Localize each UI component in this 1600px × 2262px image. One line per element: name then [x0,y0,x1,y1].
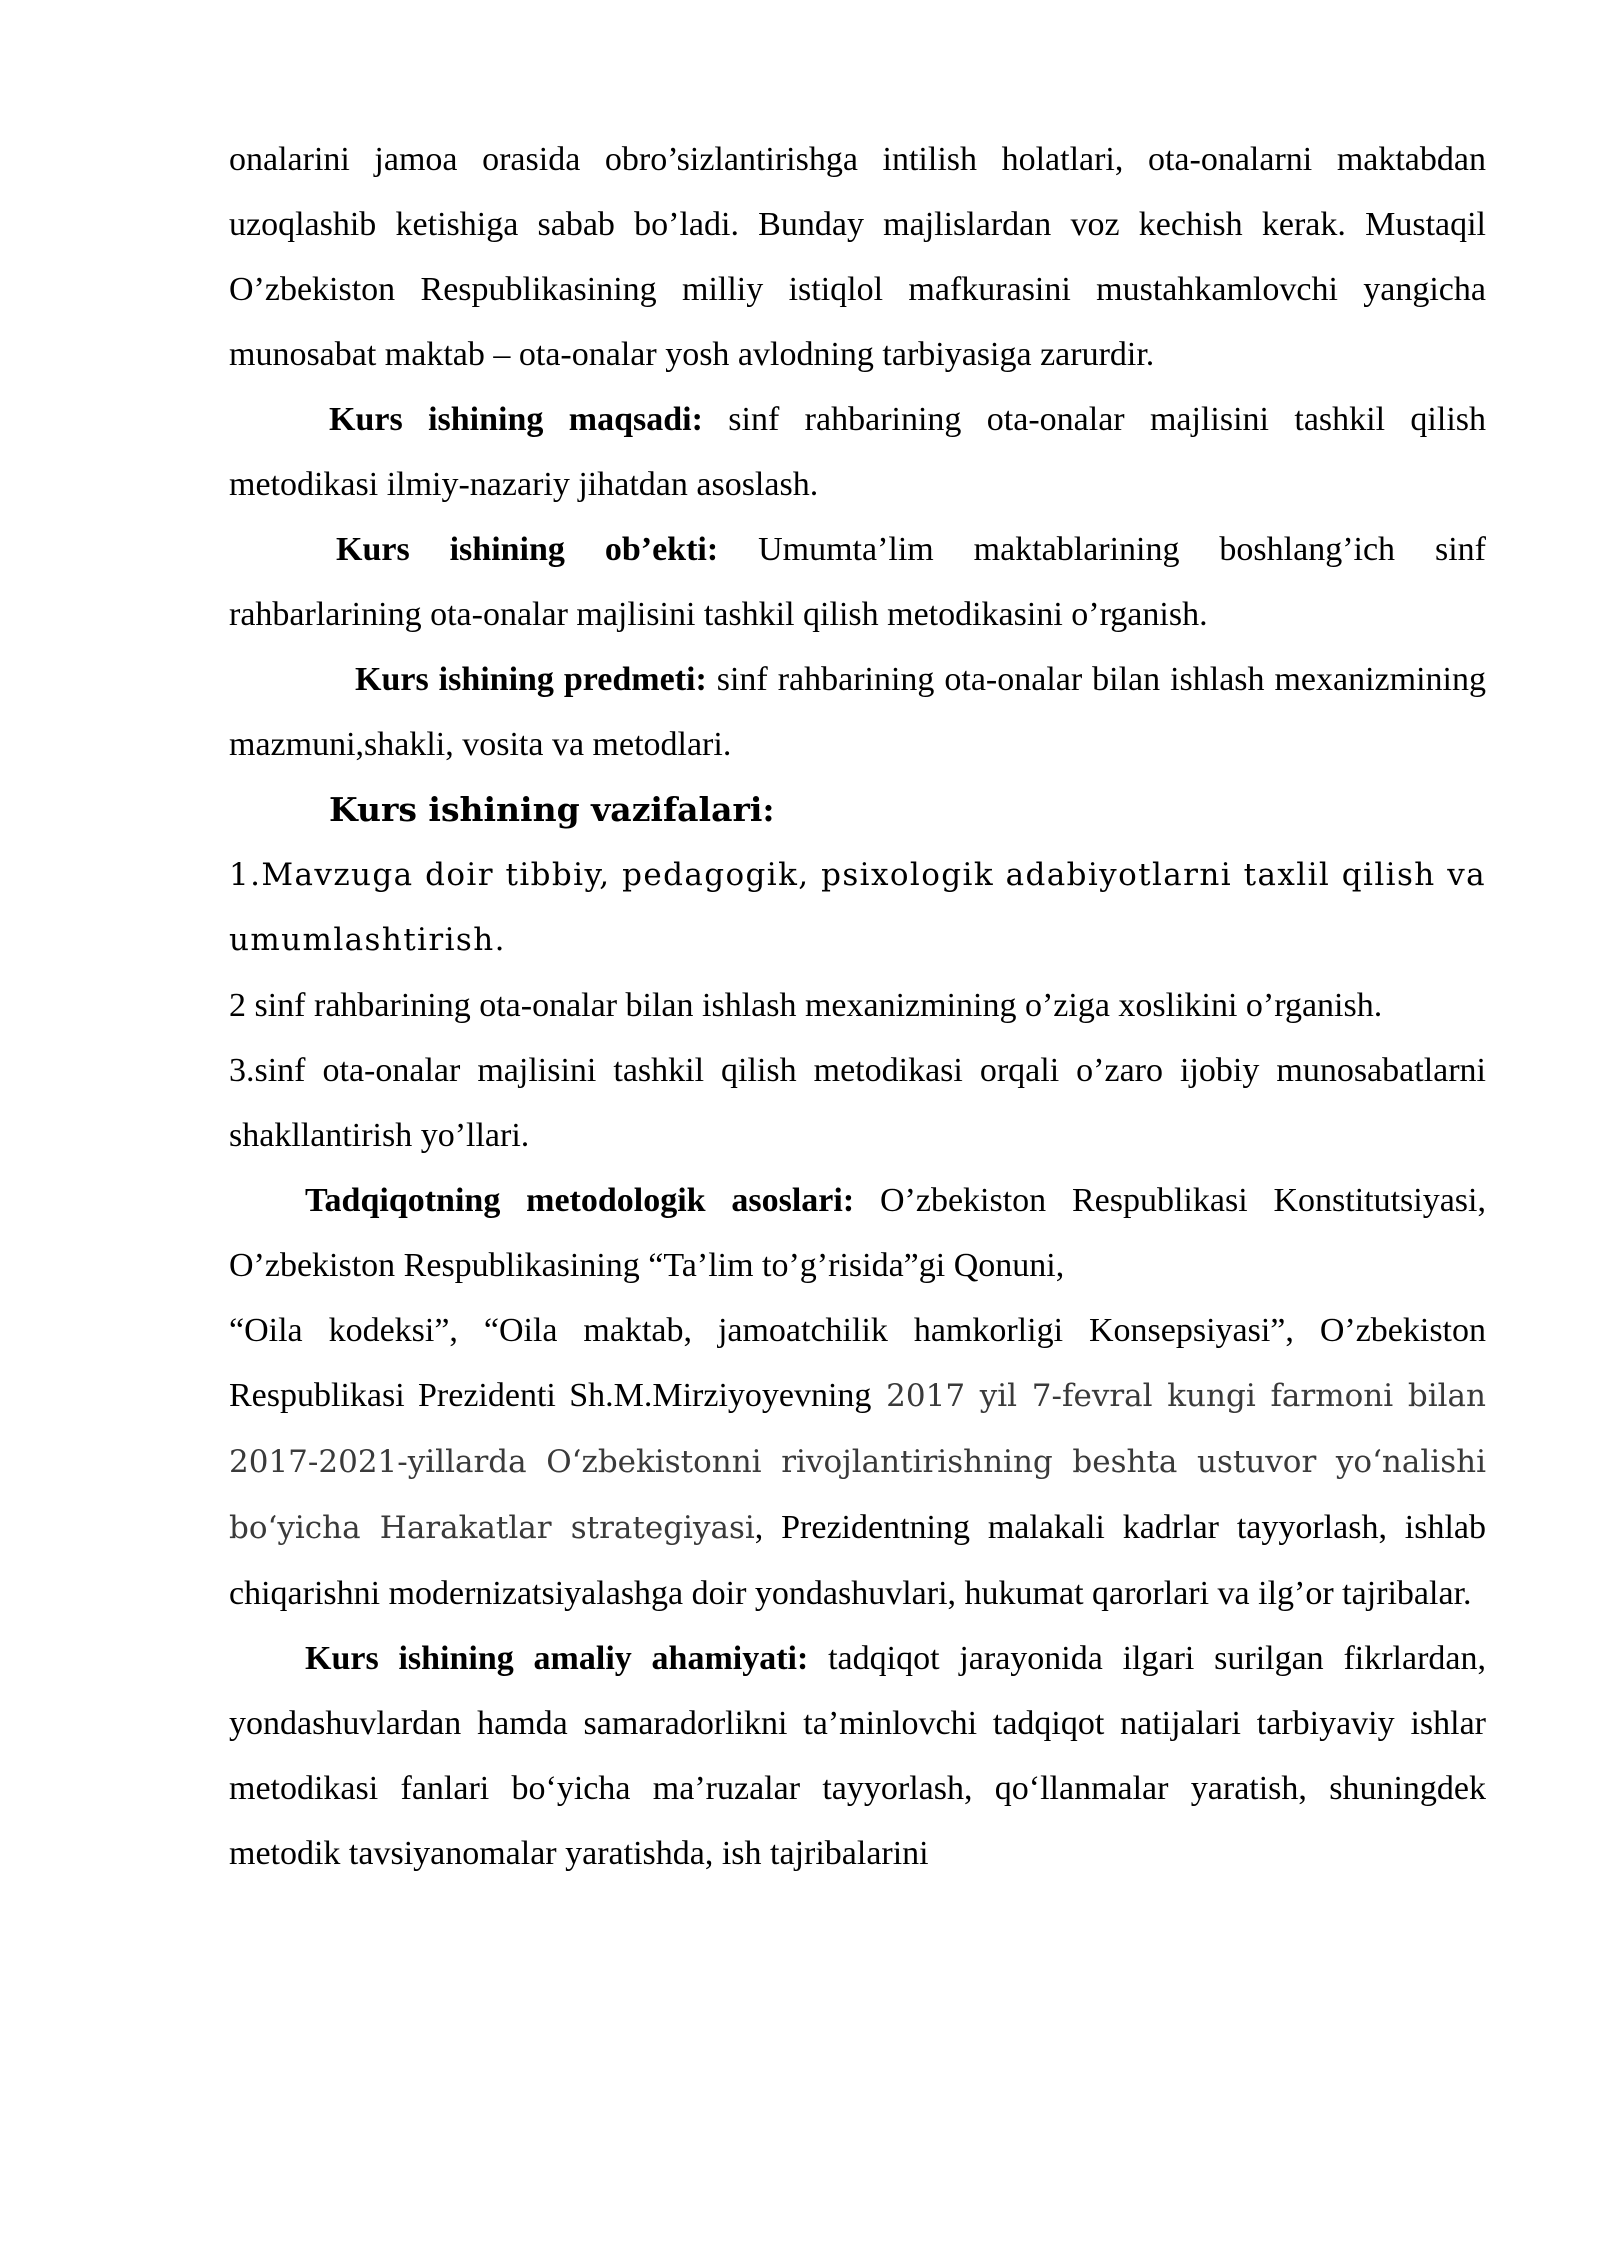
maqsad-label: Kurs ishining maqsadi: [329,401,703,438]
vazifa-item-1: 1.Mavzuga doir tibbiy, pedagogik, psixologik adabiyotlarni taxlil qilish va umumlashtirish. [229,857,1486,958]
metodologik-text-2: “Oila kodeksi”, “Oila maktab, jamoatchilik hamkorligi Konsepsiyasi”, O’zbekiston Respublikasi Prezidenti Sh.M.Mirziyoyevning [229,1312,1486,1414]
amaliy-label: Kurs ishining amaliy ahamiyati: [305,1640,809,1677]
metodologik-paragraph-1 [229,1168,1486,1298]
intro-paragraph: onalarini jamoa orasida obro’sizlantirishga intilish holatlari, ota-onalarni maktabdan uzoqlashib ketishiga sabab bo’ladi. Bunday majlislardan voz kechish kerak. Mustaqil O’zbekiston Respublikasining milliy istiqlol mafkurasini mustahkamlovchi yangicha munosabat maktab – ota-onalar yosh avlodning tarbiyasiga zarurdir. [229,141,1486,373]
vazifa-item-2: 2 sinf rahbarining ota-onalar bilan ishlash mexanizmining o’ziga xoslikini o’rganish. [229,987,1383,1024]
vazifalar-label: Kurs ishining vazifalari: [329,790,775,829]
vazifa-item-3: 3.sinf ota-onalar majlisini tashkil qilish metodikasi orqali o’zaro ijobiy munosabatlarni shakllantirish yo’llari. [229,1052,1486,1154]
obekt-label: Kurs ishining ob’ekti: [336,531,719,568]
predmet-text: sinf rahbarining ota-onalar bilan ishlash mexanizmining mazmuni,shakli, vosita va metodlari. [229,661,1486,763]
maqsad-paragraph [229,387,1486,517]
predmet-label: Kurs ishining predmeti: [355,661,707,698]
metodologik-paragraph-2 [229,1298,1486,1626]
metodologik-text-3: 2017 yil 7-fevral kungi farmoni bilan 2017-2021-yillarda O‘zbekistonni rivojlantirishning beshta ustuvor yo‘nalishi bo‘yicha Harakatlar strategiyasi [229,1378,1486,1546]
amaliy-paragraph [229,1626,1486,1886]
amaliy-text: tadqiqot jarayonida ilgari surilgan fikrlardan, yondashuvlardan hamda samaradorlikni ta’minlovchi tadqiqot natijalari tarbiyaviy ishlar metodikasi fanlari bo‘yicha ma’ruzalar tayyorlash, qo‘llanmalar yaratish, shuningdek metodik tavsiyanomalar yaratishda, ish tajribalarini [229,1640,1487,1872]
document-page [229,127,1486,1886]
obekt-paragraph [229,517,1486,647]
obekt-text: Umumta’lim maktablarining boshlang’ich sinf rahbarlarining ota-onalar majlisini tashkil qilish metodikasini o’rganish. [229,531,1486,633]
vazifalar-heading [229,777,1486,843]
maqsad-text: sinf rahbarining ota-onalar majlisini tashkil qilish metodikasi ilmiy-nazariy jihatdan asoslash. [229,401,1486,503]
predmet-paragraph [229,647,1486,777]
metodologik-text-4: , Prezidentning malakali kadrlar tayyorlash, ishlab chiqarishni modernizatsiyalashga doir yondashuvlari, hukumat qarorlari va ilg’or tajribalar. [229,1509,1486,1612]
metodologik-label: Tadqiqotning metodologik asoslari: [305,1182,855,1219]
metodologik-text-1: O’zbekiston Respublikasi Konstitutsiyasi, O’zbekiston Respublikasining “Ta’lim to’g’risida”gi Qonuni, [229,1182,1486,1284]
